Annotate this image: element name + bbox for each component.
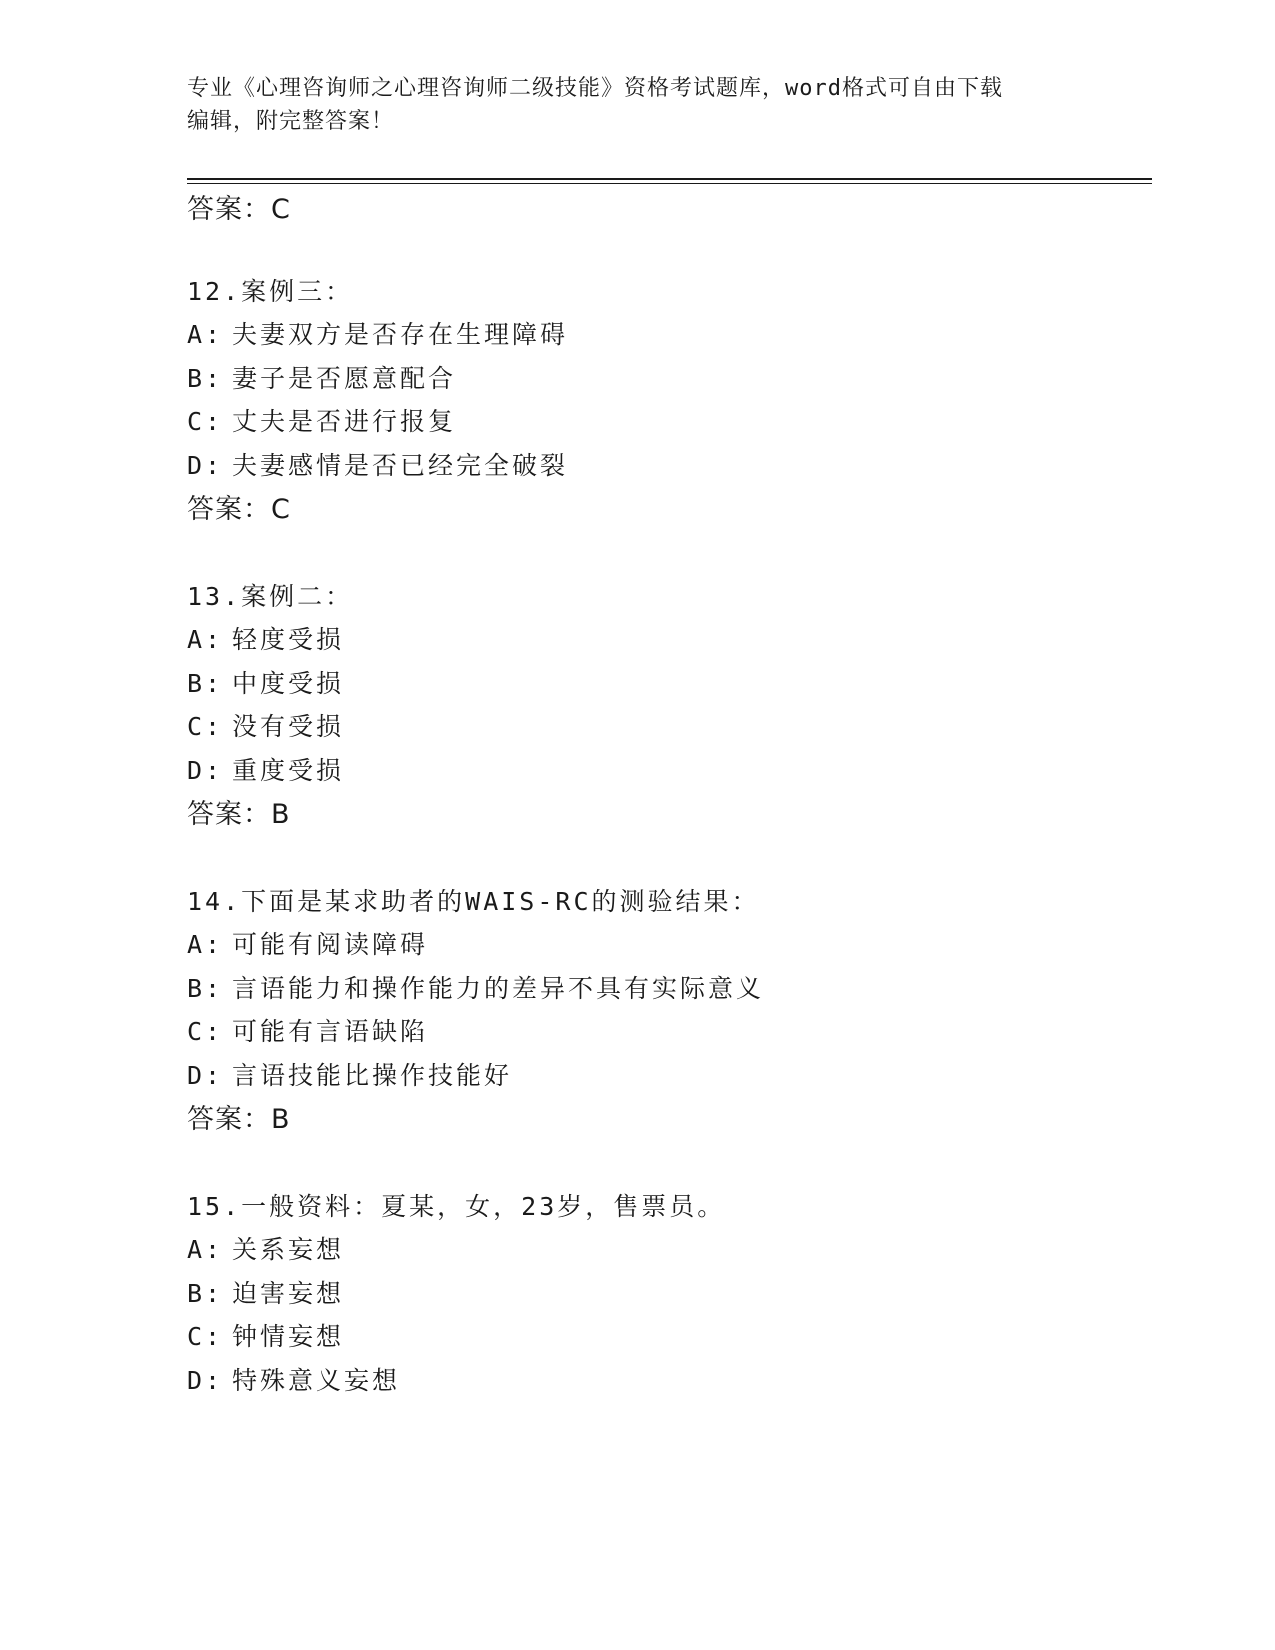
header-divider-thin: [187, 183, 1152, 184]
page-header: [187, 72, 1087, 138]
question-14-option-a: [187, 930, 428, 960]
option-text: 重度受损: [232, 756, 345, 785]
option-letter: D:: [187, 1366, 224, 1395]
option-text: 特殊意义妄想: [232, 1366, 401, 1395]
question-14-answer: 答案：B: [187, 1104, 291, 1135]
question-15-option-b: [187, 1279, 344, 1309]
question-15-option-d: [187, 1366, 400, 1396]
question-14-stem: 14.下面是某求助者的WAIS-RC的测验结果：: [187, 887, 760, 916]
option-text: 言语技能比操作技能好: [232, 1061, 513, 1090]
option-letter: C:: [187, 1017, 224, 1046]
option-letter: C:: [187, 407, 224, 436]
option-letter: B:: [187, 1279, 224, 1308]
question-12-option-a: [187, 320, 568, 350]
option-letter: C:: [187, 712, 224, 741]
answer-previous: 答案：C: [187, 194, 291, 225]
option-text: 关系妄想: [232, 1235, 345, 1264]
option-text: 中度受损: [232, 669, 345, 698]
option-letter: A:: [187, 930, 224, 959]
option-text: 夫妻双方是否存在生理障碍: [232, 320, 569, 349]
option-letter: A:: [187, 625, 224, 654]
option-letter: A:: [187, 320, 224, 349]
option-text: 言语能力和操作能力的差异不具有实际意义: [232, 974, 765, 1003]
option-text: 没有受损: [232, 712, 345, 741]
option-letter: A:: [187, 1235, 224, 1264]
question-12-option-d: [187, 451, 568, 481]
question-13-option-d: [187, 756, 344, 786]
option-letter: B:: [187, 974, 224, 1003]
option-text: 轻度受损: [232, 625, 345, 654]
option-letter: D:: [187, 451, 224, 480]
question-13-option-b: [187, 669, 344, 699]
option-text: 钟情妄想: [232, 1322, 345, 1351]
option-text: 夫妻感情是否已经完全破裂: [232, 451, 569, 480]
header-line-1: 专业《心理咨询师之心理咨询师二级技能》资格考试题库，word格式可自由下载: [187, 76, 1003, 101]
option-text: 可能有阅读障碍: [232, 930, 429, 959]
document-page: [187, 0, 1152, 1650]
question-13-option-a: [187, 625, 344, 655]
option-letter: D:: [187, 1061, 224, 1090]
question-15-option-c: [187, 1322, 344, 1352]
question-13-stem: 13.案例二：: [187, 582, 354, 611]
question-12-option-c: [187, 407, 456, 437]
option-text: 妻子是否愿意配合: [232, 364, 457, 393]
question-13-option-c: [187, 712, 344, 742]
option-letter: D:: [187, 756, 224, 785]
question-13-answer: 答案：B: [187, 799, 291, 830]
option-text: 迫害妄想: [232, 1279, 345, 1308]
option-text: 丈夫是否进行报复: [232, 407, 457, 436]
option-text: 可能有言语缺陷: [232, 1017, 429, 1046]
question-12-stem: 12.案例三：: [187, 277, 354, 306]
option-letter: B:: [187, 669, 224, 698]
question-12-option-b: [187, 364, 456, 394]
question-15-option-a: [187, 1235, 344, 1265]
question-14-option-b: [187, 974, 764, 1004]
option-letter: C:: [187, 1322, 224, 1351]
question-12-answer: 答案：C: [187, 494, 291, 525]
question-15-stem: 15.一般资料：夏某，女，23岁，售票员。: [187, 1192, 726, 1221]
header-divider-thick: [187, 178, 1152, 180]
header-line-2: 编辑，附完整答案！: [187, 109, 395, 134]
question-14-option-d: [187, 1061, 512, 1091]
question-14-option-c: [187, 1017, 428, 1047]
option-letter: B:: [187, 364, 224, 393]
